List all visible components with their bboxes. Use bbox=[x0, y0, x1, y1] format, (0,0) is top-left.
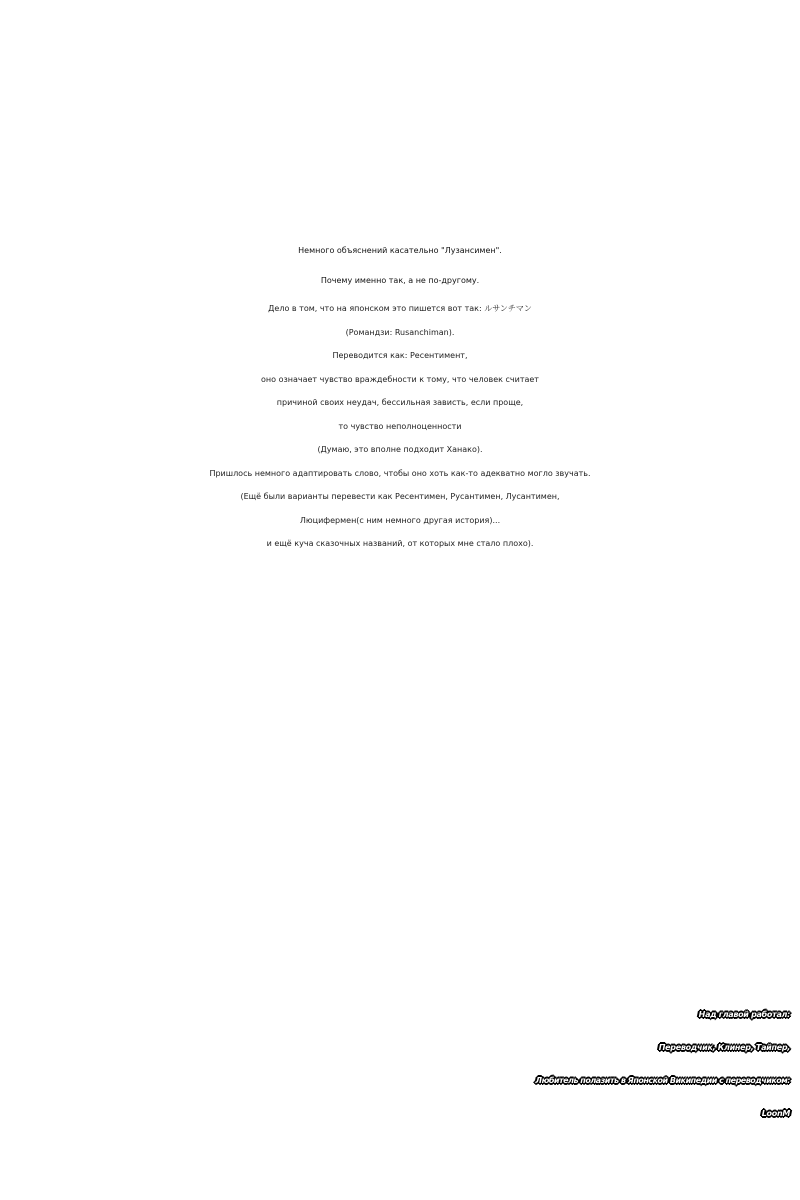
note-line-spelling: Дело в том, что на японском это пишется вот так: ルサンチマン bbox=[268, 304, 532, 313]
credits-title: Над главой работал: bbox=[698, 1010, 790, 1019]
credits-roles: Переводчик, Клинер, Тайпер, bbox=[658, 1043, 790, 1052]
note-heading-line-2: Почему именно так, а не по-другому. bbox=[320, 276, 480, 285]
note-line-meaning-2: причиной своих неудач, бессильная зависть, если проще, bbox=[276, 398, 524, 407]
note-heading-line-1: Немного объяснений касательно "Лузансимен". bbox=[298, 246, 502, 255]
translator-note bbox=[0, 236, 800, 556]
note-line-romaji: (Ромaндзи: Rusanchiman). bbox=[345, 327, 455, 337]
note-line-variants-1: (Ещё были варианты перевести как Ресентимен, Русантимен, Лусантимен, bbox=[240, 492, 560, 501]
note-line-variants-3: и ещё куча сказочных названий, от которых мне стало плохо). bbox=[266, 539, 534, 548]
note-line-adaptation: Пришлось немного адаптировать слово, чтобы оно хоть как-то адекватно могло звучать. bbox=[209, 468, 591, 478]
note-line-hanako: (Думаю, это вполне подходит Ханако). bbox=[317, 445, 483, 454]
note-line-translation: Переводится как: Ресентимент, bbox=[332, 351, 468, 360]
note-line-meaning-1: оно означает чувство враждебности к тому, что человек считает bbox=[261, 374, 539, 384]
note-line-variants-2: Люцифермен(с ним немного другая история)... bbox=[299, 515, 501, 525]
credits-roles-extra: Любитель полазить в Японской Википедии с переводчиком: bbox=[535, 1076, 790, 1085]
note-body bbox=[0, 297, 800, 556]
chapter-credits bbox=[10, 998, 790, 1130]
note-line-meaning-3: то чувство неполноценности bbox=[338, 421, 462, 431]
credits-name: LoonM bbox=[761, 1109, 790, 1118]
